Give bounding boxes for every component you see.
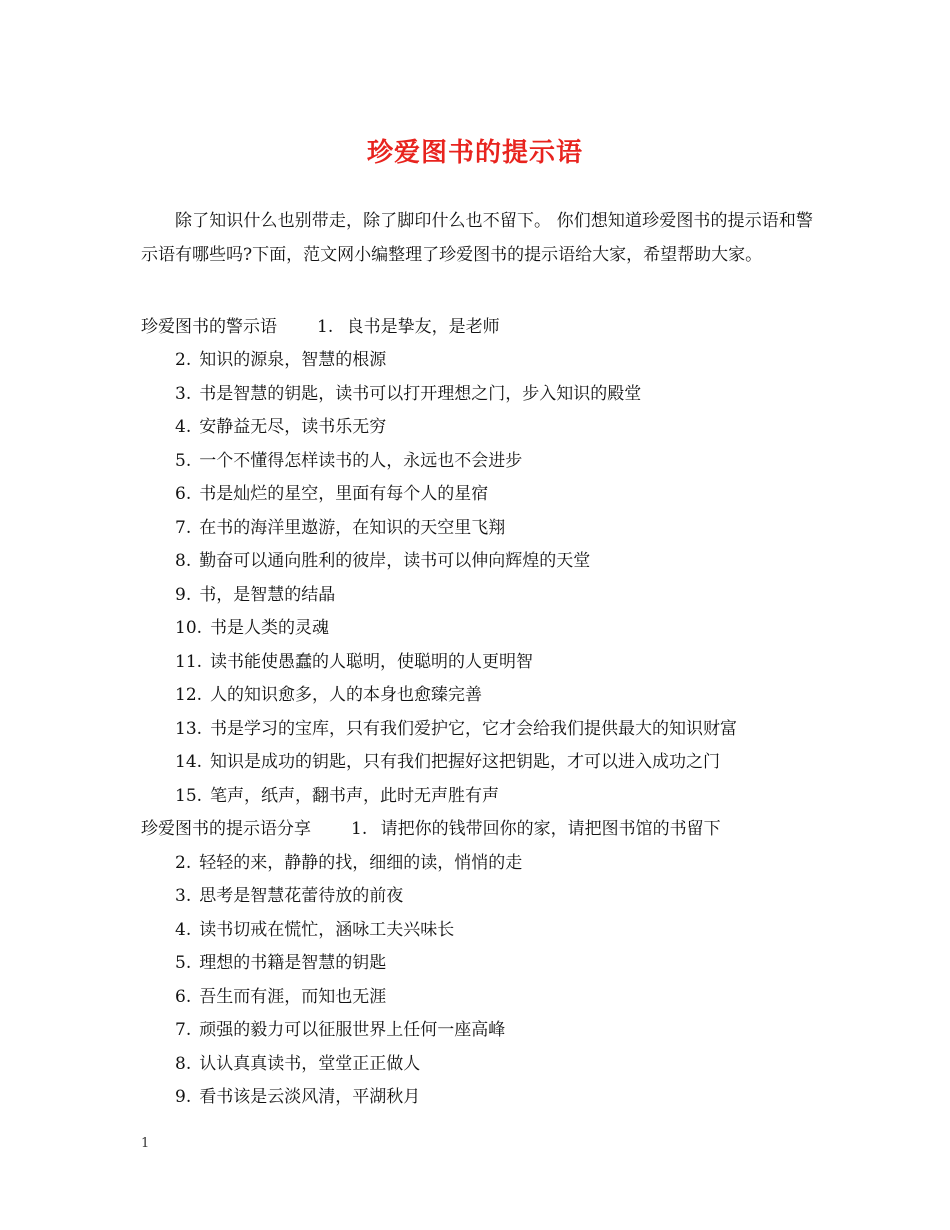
item-number: 13.: [175, 719, 203, 739]
item-number: 9.: [175, 1087, 192, 1107]
list-item: [175, 886, 403, 906]
item-text: 认认真真读书，堂堂正正做人: [199, 1054, 421, 1074]
item-number: 1.: [351, 819, 368, 839]
page-title: 珍爱图书的提示语: [366, 138, 583, 168]
item-text: 书是智慧的钥匙，读书可以打开理想之门，步入知识的殿堂: [199, 384, 642, 404]
item-text: 读书能使愚蠢的人聪明，使聪明的人更明智: [210, 652, 534, 672]
item-text: 一个不懂得怎样读书的人，永远也不会进步: [199, 451, 523, 471]
list-item: [175, 1087, 420, 1107]
section-heading-text: 珍爱图书的警示语: [141, 317, 277, 337]
list-item: [175, 350, 386, 370]
item-text: 书是灿烂的星空，里面有每个人的星宿: [199, 484, 489, 504]
list-item: [175, 384, 641, 404]
item-number: 12.: [175, 685, 203, 705]
intro-paragraph: 除了知识什么也别带走，除了脚印什么也不留下。 你们想知道珍爱图书的提示语和警示语有哪些吗?下面，范文网小编整理了珍爱图书的提示语给大家，希望帮助大家。: [141, 211, 813, 265]
item-number: 5.: [175, 953, 192, 973]
item-number: 11.: [175, 652, 203, 672]
item-text: 书是学习的宝库，只有我们爱护它，它才会给我们提供最大的知识财富: [210, 719, 738, 739]
list-item: [175, 417, 386, 437]
page-number: 1: [141, 1136, 150, 1151]
list-item: [175, 685, 482, 705]
list-item: [175, 451, 522, 471]
item-text: 安静益无尽，读书乐无穷: [199, 417, 387, 437]
item-number: 8.: [175, 551, 192, 571]
item-text: 人的知识愈多，人的本身也愈臻完善: [210, 685, 483, 705]
item-text: 笔声，纸声，翻书声，此时无声胜有声: [210, 786, 500, 806]
item-text: 吾生而有涯，而知也无涯: [199, 987, 387, 1007]
item-number: 7.: [175, 518, 192, 538]
item-text: 顽强的毅力可以征服世界上任何一座高峰: [199, 1020, 506, 1040]
list-item: [175, 920, 454, 940]
item-number: 9.: [175, 585, 192, 605]
list-item: [175, 1020, 505, 1040]
item-number: 2.: [175, 853, 192, 873]
section-heading-tips: [141, 819, 721, 839]
item-text: 知识是成功的钥匙，只有我们把握好这把钥匙，才可以进入成功之门: [210, 752, 721, 772]
item-number: 7.: [175, 1020, 192, 1040]
item-text: 良书是挚友，是老师: [346, 317, 500, 337]
item-text: 看书该是云淡风清，平湖秋月: [199, 1087, 421, 1107]
list-item: [175, 652, 533, 672]
item-number: 5.: [175, 451, 192, 471]
item-text: 在书的海洋里遨游，在知识的天空里飞翔: [199, 518, 506, 538]
list-item: [175, 618, 329, 638]
list-item: [175, 752, 720, 772]
item-text: 书是人类的灵魂: [210, 618, 330, 638]
item-number: 4.: [175, 920, 192, 940]
list-item: [175, 484, 488, 504]
item-text: 书，是智慧的结晶: [199, 585, 336, 605]
item-number: 2.: [175, 350, 192, 370]
section-heading-text: 珍爱图书的提示语分享: [141, 819, 311, 839]
item-number: 15.: [175, 786, 203, 806]
list-item: [175, 953, 386, 973]
item-number: 3.: [175, 384, 192, 404]
item-number: 1.: [317, 317, 334, 337]
item-number: 8.: [175, 1054, 192, 1074]
section-heading-warnings: [141, 317, 500, 337]
list-item: [175, 585, 335, 605]
item-number: 6.: [175, 484, 192, 504]
list-item: [175, 719, 737, 739]
item-number: 3.: [175, 886, 192, 906]
item-text: 轻轻的来，静静的找，细细的读，悄悄的走: [199, 853, 523, 873]
list-item: [175, 987, 386, 1007]
item-number: 6.: [175, 987, 192, 1007]
item-number: 4.: [175, 417, 192, 437]
list-item: [175, 551, 590, 571]
item-text: 勤奋可以通向胜利的彼岸，读书可以伸向辉煌的天堂: [199, 551, 591, 571]
list-item: [175, 518, 505, 538]
item-text: 请把你的钱带回你的家，请把图书馆的书留下: [380, 819, 721, 839]
list-item: [175, 1054, 420, 1074]
list-item: [175, 786, 499, 806]
list-item: [175, 853, 522, 873]
item-number: 14.: [175, 752, 203, 772]
item-text: 读书切戒在慌忙，涵咏工夫兴味长: [199, 920, 455, 940]
item-number: 10.: [175, 618, 203, 638]
item-text: 思考是智慧花蕾待放的前夜: [199, 886, 404, 906]
item-text: 知识的源泉，智慧的根源: [199, 350, 387, 370]
item-text: 理想的书籍是智慧的钥匙: [199, 953, 387, 973]
